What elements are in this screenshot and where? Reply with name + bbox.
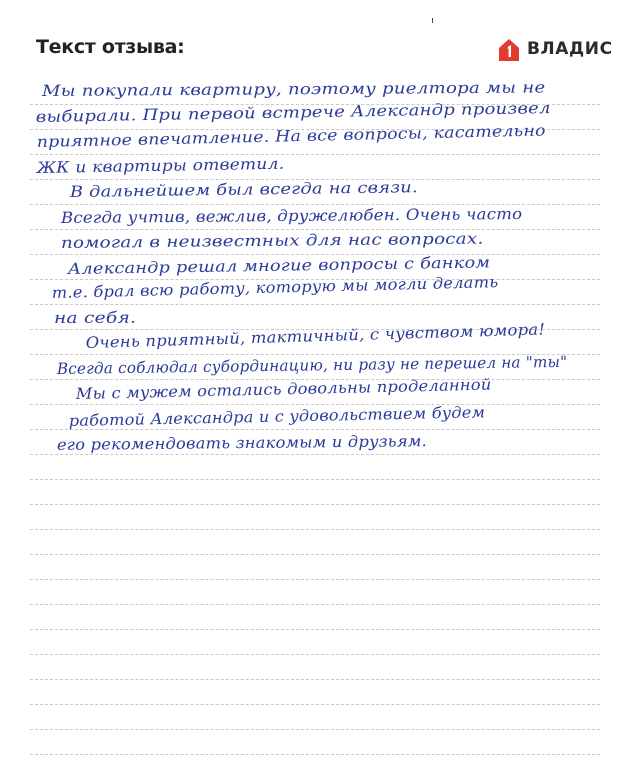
ruled-line — [30, 629, 600, 630]
ruled-line — [30, 554, 600, 555]
ruled-line — [30, 454, 600, 455]
brand-name: ВЛАДИС — [527, 39, 613, 59]
review-line: В дальнейшем был всегда на связи. — [69, 178, 418, 201]
page-title: Текст отзыва: — [36, 36, 185, 58]
review-line: Всегда учтив, вежлив, дружелюбен. Очень часто — [60, 204, 523, 227]
ruled-line — [30, 754, 600, 755]
review-line: ЖК и квартиры ответил. — [36, 154, 285, 177]
ruled-line — [30, 254, 600, 255]
review-line: помогал в неизвестных для нас вопросах. — [60, 229, 484, 252]
review-line: работой Александра и с удовольствием будем — [68, 403, 486, 430]
ruled-line — [30, 404, 600, 405]
review-line: выбирали. При первой встрече Александр произвел — [35, 99, 551, 126]
ruled-line — [30, 679, 600, 680]
ruled-line — [30, 429, 600, 430]
ruled-line — [30, 529, 600, 530]
review-line: т.е. брал всю работу, которую мы могли делать — [51, 273, 499, 302]
ruled-line — [30, 704, 600, 705]
ruled-line — [30, 729, 600, 730]
ruled-line — [30, 654, 600, 655]
review-line: Всегда соблюдал субординацию, ни разу не перешел на "ты" — [56, 352, 568, 378]
review-line: Мы с мужем остались довольны проделанной — [75, 375, 492, 403]
review-line: приятное впечатление. На все вопросы, касательно — [36, 121, 546, 151]
ruled-line — [30, 604, 600, 605]
house-logo-icon — [497, 37, 521, 61]
ruled-line — [30, 304, 600, 305]
brand-logo — [497, 36, 613, 62]
review-line: Александр решал многие вопросы с банком — [67, 253, 491, 278]
review-line: на себя. — [53, 308, 137, 327]
ruled-line — [30, 504, 600, 505]
scan-mark — [432, 18, 433, 23]
review-line: его рекомендовать знакомым и друзьям. — [56, 432, 427, 454]
ruled-line — [30, 154, 600, 155]
review-line: Мы покупали квартиру, поэтому риелтора мы не — [41, 78, 546, 100]
review-line: Очень приятный, тактичный, с чувством юмора! — [85, 320, 546, 352]
ruled-line — [30, 579, 600, 580]
ruled-line — [30, 229, 600, 230]
ruled-line — [30, 479, 600, 480]
